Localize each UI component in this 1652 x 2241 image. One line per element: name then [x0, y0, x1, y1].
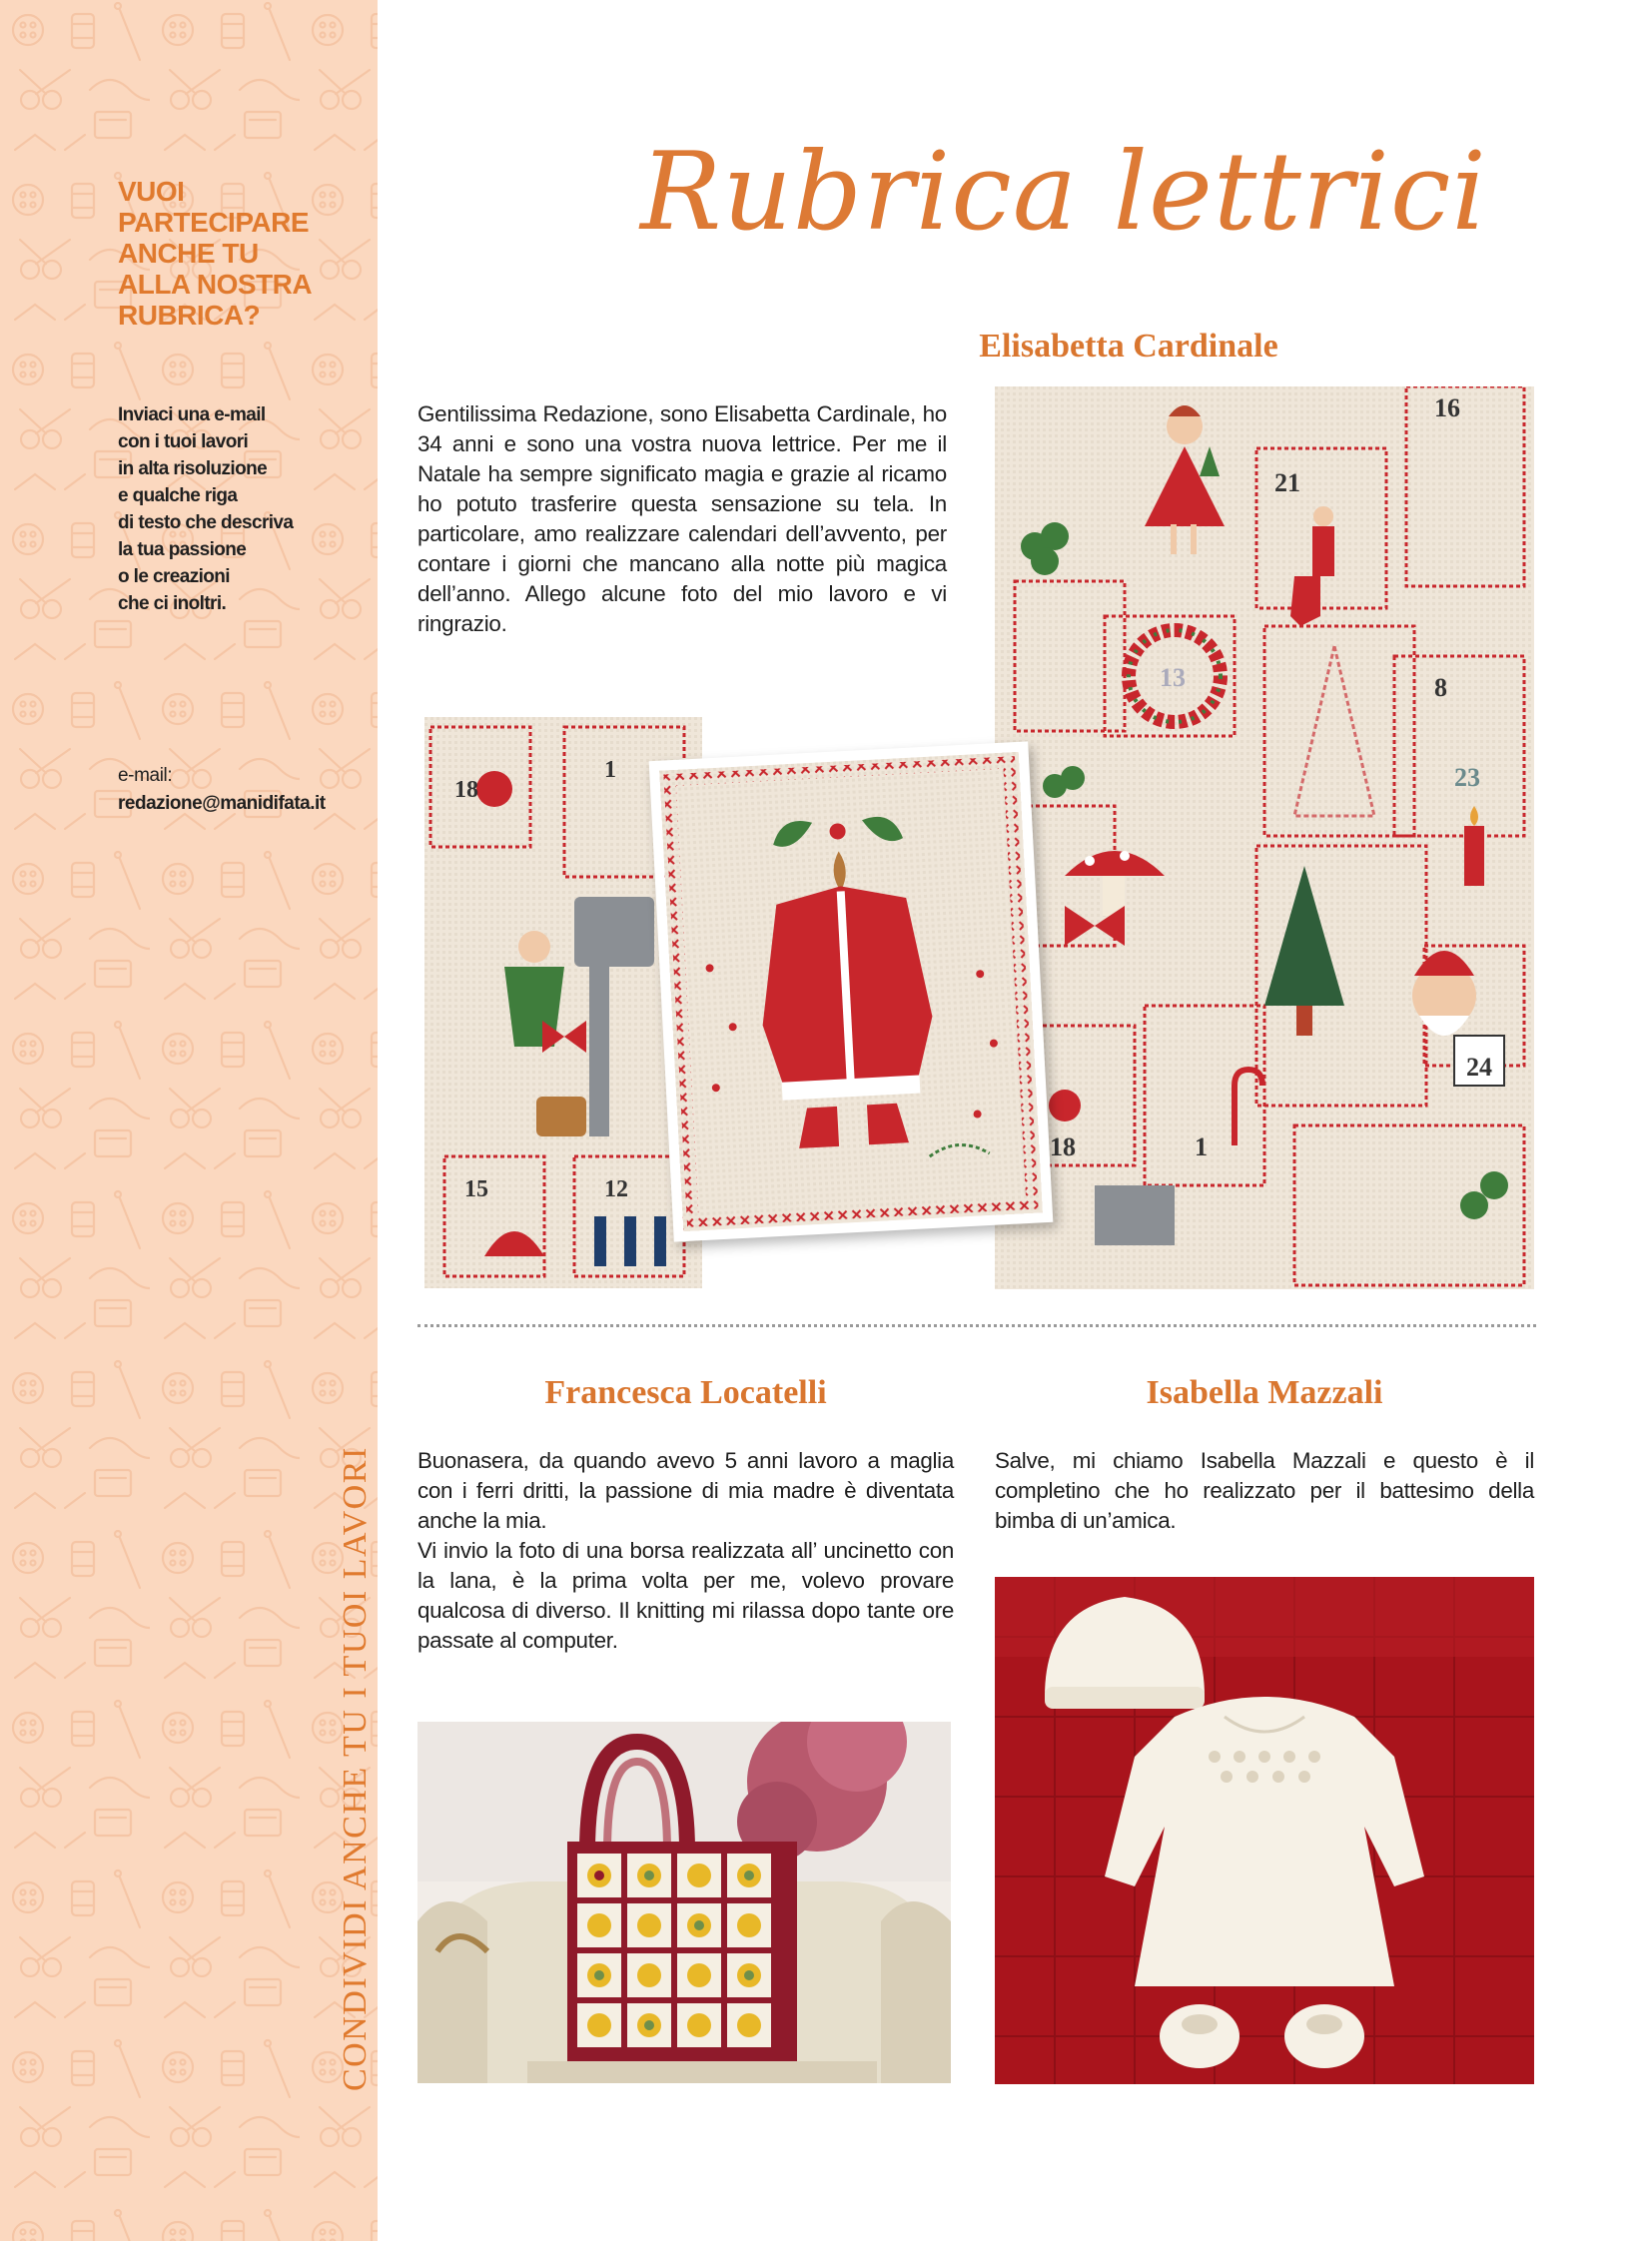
photo-advent-calendar	[995, 386, 1534, 1289]
vertical-tagline: CONDIVIDI ANCHE TU I TUOI LAVORI	[337, 1446, 374, 2091]
santa-coat-illustration	[659, 752, 1043, 1231]
calendar-number: 18	[454, 777, 478, 803]
calendar-number: 16	[1434, 393, 1460, 422]
calendar-number: 1	[604, 757, 616, 783]
sidebar-instructions-line: Inviaci una e-mail	[118, 404, 266, 425]
sewing-pattern-background	[0, 0, 378, 2241]
sidebar-instructions-line: con i tuoi lavori	[118, 431, 249, 452]
sidebar-question: VUOI PARTECIPARE ANCHE TU ALLA NOSTRA RUBRICA?	[118, 176, 313, 331]
letter-author-2: Francesca Locatelli	[544, 1374, 827, 1411]
photo-santa-coat-stitching	[659, 752, 1043, 1231]
calendar-number: 13	[1160, 663, 1186, 692]
calendar-number: 12	[604, 1176, 628, 1202]
letter-text-1: Gentilissima Redazione, sono Elisabetta Cardinale, ho 34 anni e sono una vostra nuova lettrice. Per me il Natale ha sempre significato magia e grazie al ricamo ho potuto trasferire questa sensazione su tela. In particolare, amo realizzare calendari dell’avvento, per contare i giorni che mancano alla notte più magica dell’anno. Allego alcune foto del mio lavoro e vi ringrazio.	[417, 401, 947, 636]
letter-author-1: Elisabetta Cardinale	[979, 328, 1278, 365]
sidebar-instructions-line: in alta risoluzione	[118, 458, 268, 479]
sidebar	[0, 0, 378, 2241]
letter-text-2-paragraph: Vi invio la foto di una borsa realizzata all’ uncinetto con la lana, è la prima volta per me, volevo provare qualcosa di diverso. Il knitting mi rilassa dopo tante ore passate al computer.	[417, 1538, 954, 1653]
calendar-number: 23	[1454, 763, 1480, 792]
sidebar-instructions	[118, 401, 368, 617]
calendar-number: 21	[1274, 468, 1300, 497]
letter-text-2-paragraph: Buonasera, da quando avevo 5 anni lavoro a maglia con i ferri dritti, la passione di mia madre è diventata anche la mia.	[417, 1448, 954, 1533]
calendar-number: 15	[464, 1176, 488, 1202]
email-label: e-mail:	[118, 765, 173, 786]
email-address-link[interactable]: redazione@manidifata.it	[118, 793, 326, 814]
letter-text-3: Salve, mi chiamo Isabella Mazzali e questo è il completino che ho realizzato per il battesimo della bimba di un’amica.	[995, 1448, 1534, 1533]
calendar-number: 1	[1195, 1132, 1208, 1161]
photo-baby-outfit	[995, 1577, 1534, 2084]
calendar-number: 18	[1050, 1132, 1076, 1161]
section-divider	[417, 1324, 1536, 1327]
sidebar-instructions-line: o le creazioni	[118, 566, 230, 587]
photo-crochet-bag	[417, 1722, 951, 2083]
crochet-bag-illustration	[417, 1722, 951, 2083]
sidebar-instructions-line: di testo che descriva	[118, 512, 294, 533]
calendar-number: 24	[1466, 1053, 1492, 1082]
baby-outfit-illustration	[995, 1577, 1534, 2084]
calendar-number: 8	[1434, 673, 1447, 702]
letter-text-2	[417, 1446, 954, 1656]
letter-author-3: Isabella Mazzali	[1146, 1374, 1383, 1411]
sidebar-instructions-line: la tua passione	[118, 539, 247, 560]
advent-calendar-illustration	[995, 386, 1534, 1289]
sidebar-instructions-line: che ci inoltri.	[118, 593, 227, 614]
page-title: Rubrica lettrici	[640, 130, 1487, 255]
sidebar-instructions-line: e qualche riga	[118, 485, 238, 506]
